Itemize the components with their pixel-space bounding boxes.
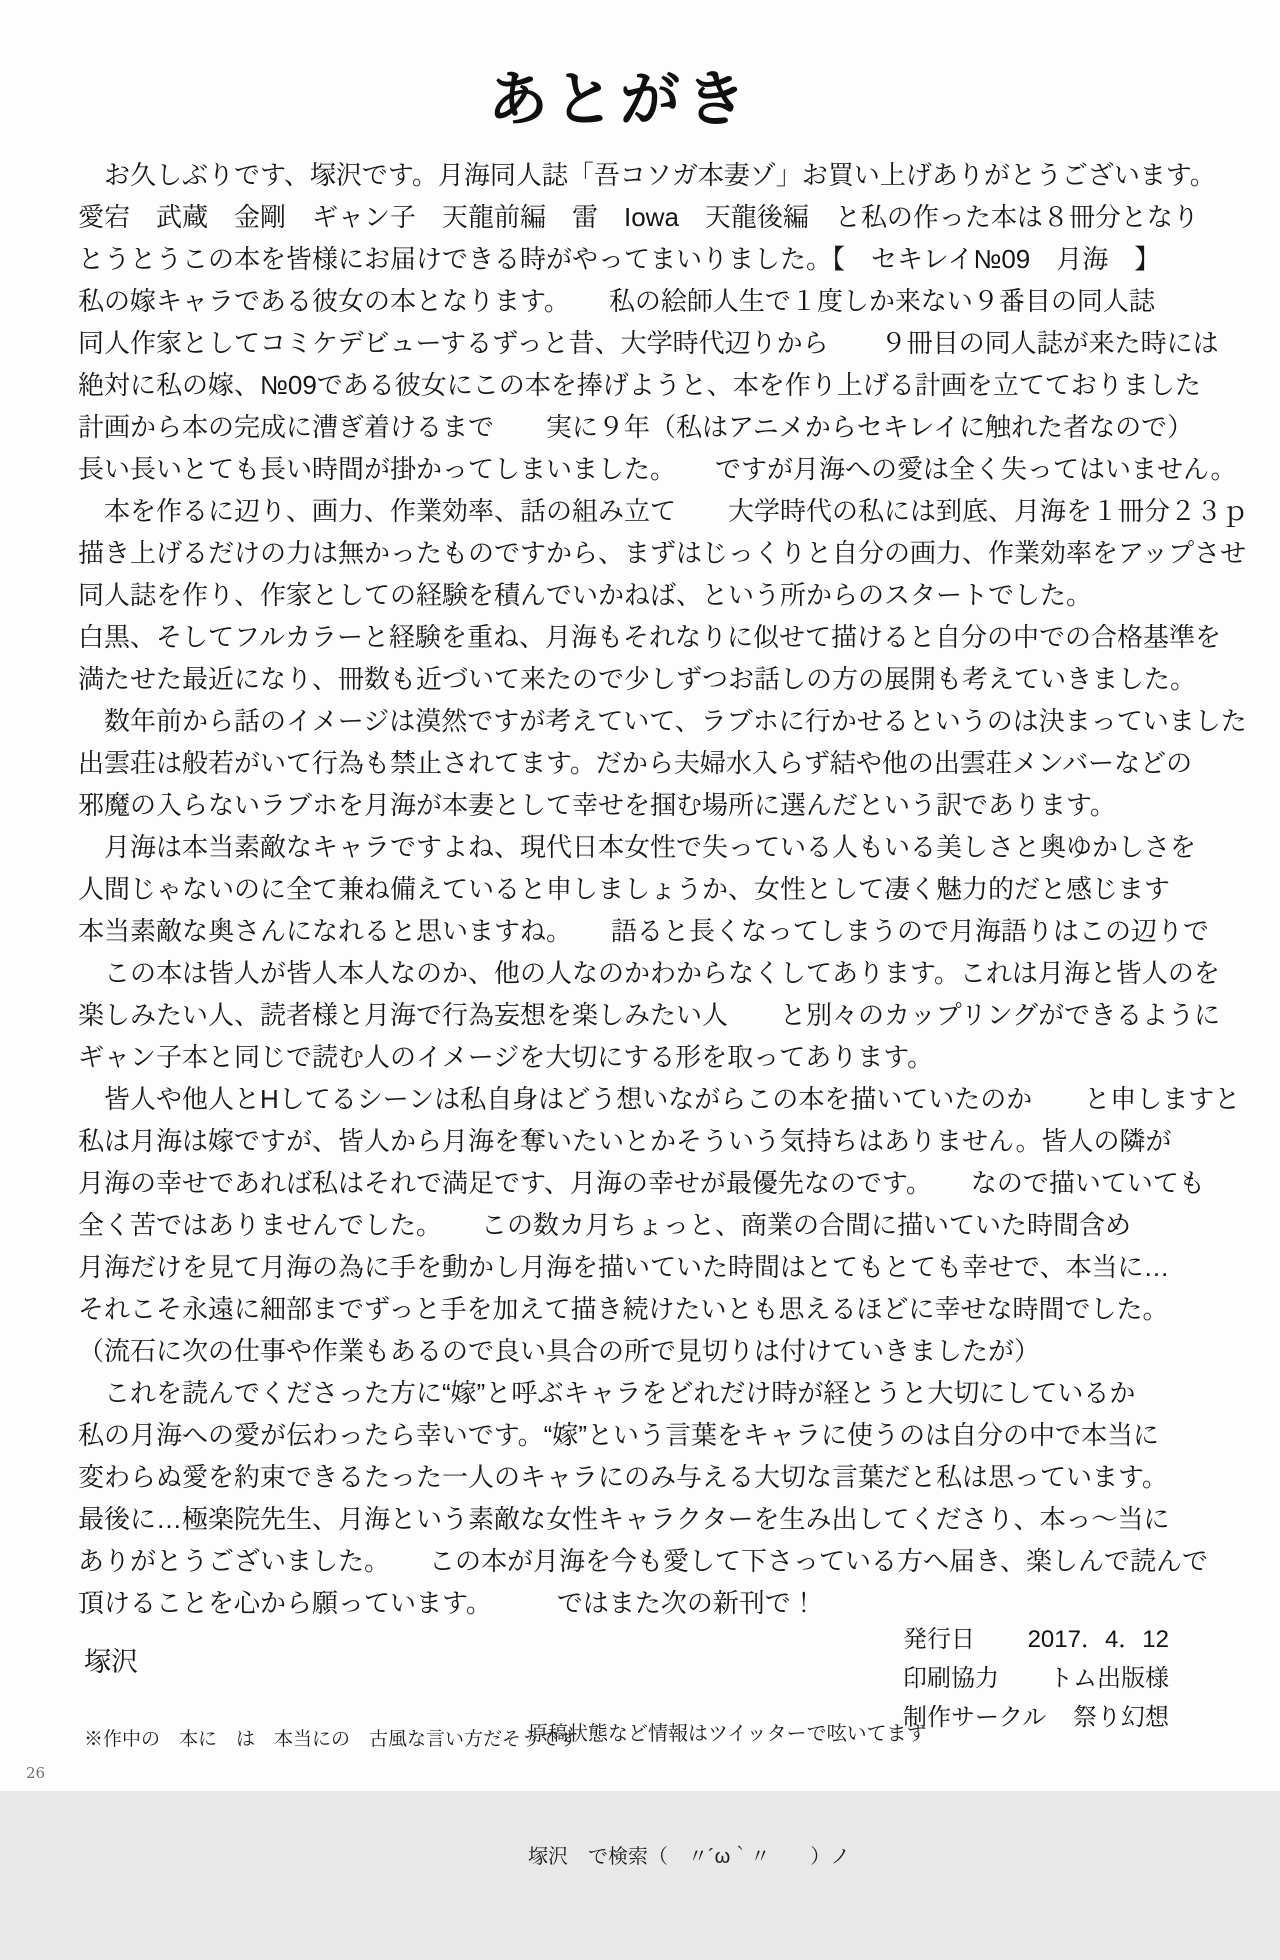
body-line: 全く苦ではありませんでした。 この数カ月ちょっと、商業の合間に描いていた時間含め — [78, 1210, 1132, 1240]
twitter-info — [528, 1632, 927, 1960]
afterword-body — [78, 154, 1249, 1624]
body-line: 本を作るに辺り、画力、作業効率、話の組み立て 大学時代の私には到底、月海を１冊分２３ｐ — [78, 496, 1249, 526]
colophon-label: 発行日 — [903, 1626, 975, 1653]
body-line: 白黒、そしてフルカラーと経験を重ね、月海もそれなりに似せて描けると自分の中での合格基準を — [78, 622, 1221, 652]
body-line: 長い長いとても長い時間が掛かってしまいました。 ですが月海への愛は全く失ってはいません。 — [78, 454, 1237, 484]
page-title: あとがき — [488, 65, 752, 135]
twitter-info-line-1: 原稿状態など情報はツイッターで呟いてます — [528, 1723, 927, 1745]
body-line: 出雲荘は般若がいて行為も禁止されてます。だから夫婦水入らず結や他の出雲荘メンバーなどの — [78, 748, 1193, 778]
body-line: 皆人や他人とHしてるシーンは私自身はどう想いながらこの本を描いていたのか と申しますと — [78, 1084, 1241, 1114]
body-line: 邪魔の入らないラブホを月海が本妻として幸せを掴む場所に選んだという訳であります。 — [78, 790, 1116, 820]
body-line: 私の嫁キャラである彼女の本となります。 私の絵師人生で１度しか来ない９番目の同人誌 — [78, 286, 1155, 316]
body-line: ギャン子本と同じで読む人のイメージを大切にする形を取ってあります。 — [78, 1042, 934, 1072]
colophon-value: 2017．4．12 — [1027, 1626, 1169, 1653]
body-line: ありがとうございました。 この本が月海を今も愛して下さっている方へ届き、楽しんで読んで — [78, 1546, 1208, 1576]
colophon-label: 制作サークル — [903, 1704, 1047, 1731]
body-line: 頂けることを心から願っています。 ではまた次の新刊で！ — [78, 1588, 817, 1618]
body-line: 絶対に私の嫁、№09である彼女にこの本を捧げようと、本を作り上げる計画を立てておりました — [78, 370, 1201, 400]
body-line: この本は皆人が皆人本人なのか、他の人なのかわからなくしてあります。これは月海と皆人のを — [78, 958, 1220, 988]
body-line: 同人誌を作り、作家としての経験を積んでいかねば、という所からのスタートでした。 — [78, 580, 1093, 610]
body-line: （流石に次の仕事や作業もあるので良い具合の所で見切りは付けていきましたが） — [78, 1336, 1041, 1366]
colophon-row-publish-date — [903, 1620, 1169, 1659]
body-line: とうとうこの本を皆様にお届けできる時がやってまいりました。【 セキレイ№09 月海 】 — [78, 244, 1161, 274]
colophon-value: トム出版様 — [1049, 1665, 1169, 1692]
colophon-label: 印刷協力 — [903, 1665, 999, 1692]
body-line: 描き上げるだけの力は無かったものですから、まずはじっくりと自分の画力、作業効率をアップさせ — [78, 538, 1247, 568]
body-line: 楽しみたい人、読者様と月海で行為妄想を楽しみたい人 と別々のカップリングができるように — [78, 1000, 1221, 1030]
body-line: 月海は本当素敵なキャラですよね、現代日本女性で失っている人もいる美しさと奥ゆかしさを — [78, 832, 1197, 862]
twitter-info-line-2: 塚沢 で検索（ 〃´ω｀〃 ）ノ — [528, 1846, 851, 1868]
body-line: 私は月海は嫁ですが、皆人から月海を奪いたいとかそういう気持ちはありません。皆人の隣が — [78, 1126, 1172, 1156]
page-number: 26 — [26, 1764, 46, 1782]
body-line: 数年前から話のイメージは漠然ですが考えていて、ラブホに行かせるというのは決まっていました — [78, 706, 1247, 736]
body-line: それこそ永遠に細部までずっと手を加えて描き続けたいとも思えるほどに幸せな時間でした。 — [78, 1294, 1169, 1324]
body-line: 計画から本の完成に漕ぎ着けるまで 実に９年（私はアニメからセキレイに触れた者なので） — [78, 412, 1194, 442]
body-line: 私の月海への愛が伝わったら幸いです。“嫁”という言葉をキャラに使うのは自分の中で本当に — [78, 1420, 1159, 1450]
body-line: これを読んでくださった方に“嫁”と呼ぶキャラをどれだけ時が経とうと大切にしているか — [78, 1378, 1136, 1408]
body-line: 満たせた最近になり、冊数も近づいて来たので少しずつお話しの方の展開も考えていきました。 — [78, 664, 1197, 694]
body-line: 本当素敵な奥さんになれると思いますね。 語ると長くなってしまうので月海語りはこの辺りで — [78, 916, 1210, 946]
body-line: 月海の幸せであれば私はそれで満足です、月海の幸せが最優先なのです。 なので描いていても — [78, 1168, 1205, 1198]
colophon — [903, 1620, 1169, 1737]
body-line: 同人作家としてコミケデビューするずっと昔、大学時代辺りから ９冊目の同人誌が来た時には — [78, 328, 1219, 358]
body-line: 最後に…極楽院先生、月海という素敵な女性キャラクターを生み出してくださり、本っ～当に — [78, 1504, 1170, 1534]
body-line: お久しぶりです、塚沢です。月海同人誌「吾コソガ本妻ゾ」お買い上げありがとうございます。 — [78, 160, 1216, 190]
footnote: ※作中の 本に は 本当にの 古風な言い方だそうです — [84, 1729, 579, 1750]
colophon-row-printing — [903, 1659, 1169, 1698]
colophon-value: 祭り幻想 — [1073, 1704, 1169, 1731]
body-line: 人間じゃないのに全て兼ね備えていると申しましょうか、女性として凄く魅力的だと感じます — [78, 874, 1171, 904]
body-line: 変わらぬ愛を約束できるたった一人のキャラにのみ与える大切な言葉だと私は思っています。 — [78, 1462, 1168, 1492]
body-line: 愛宕 武蔵 金剛 ギャン子 天龍前編 雷 Iowa 天龍後編 と私の作った本は８冊分となり — [78, 202, 1199, 232]
body-line: 月海だけを見て月海の為に手を動かし月海を描いていた時間はとてもとても幸せで、本当に… — [78, 1252, 1170, 1282]
author-name: 塚沢 — [84, 1647, 138, 1677]
colophon-row-circle — [903, 1698, 1169, 1737]
